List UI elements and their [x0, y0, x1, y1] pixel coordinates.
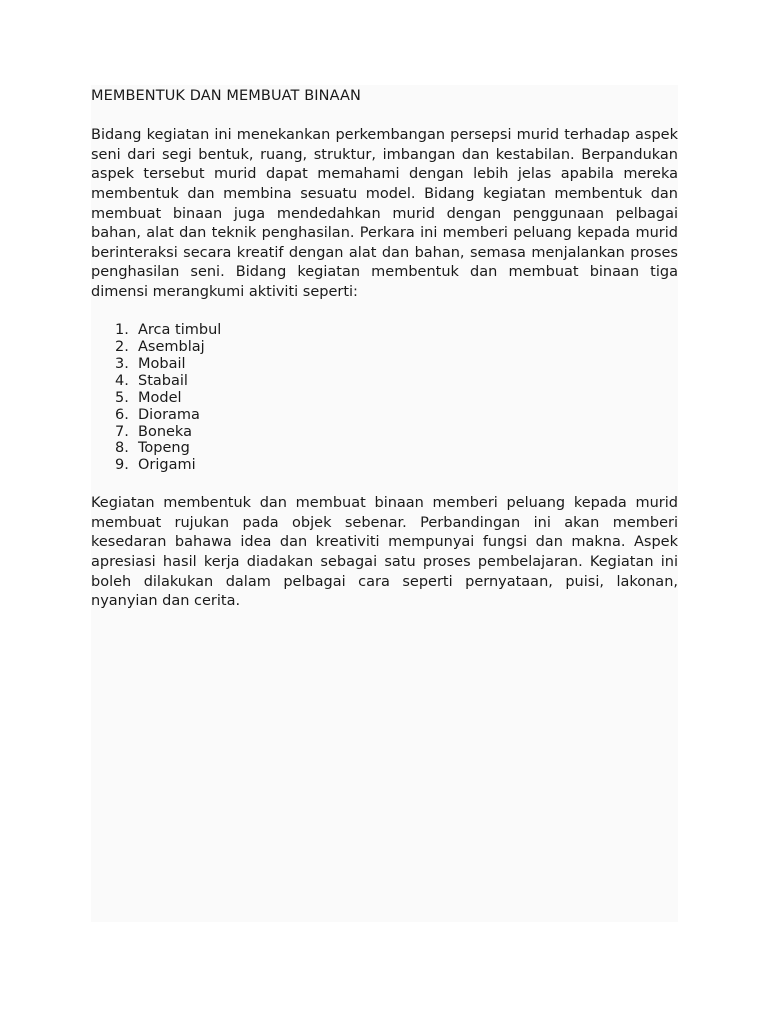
- list-item-text: Asemblaj: [138, 339, 205, 356]
- list-item-number: 3.: [115, 355, 129, 372]
- list-item-text: Diorama: [138, 406, 200, 423]
- list-item-text: Arca timbul: [138, 322, 222, 339]
- list-item-text: Origami: [138, 457, 196, 474]
- list-item: [91, 407, 678, 424]
- list-item: [91, 390, 678, 407]
- list-item-number: 2.: [115, 339, 129, 356]
- list-item-text: Stabail: [138, 372, 188, 389]
- list-item: [91, 322, 678, 339]
- list-item-text: Boneka: [138, 423, 192, 440]
- list-item-number: 8.: [115, 440, 129, 457]
- list-item: [91, 339, 678, 356]
- list-item-number: 1.: [115, 322, 129, 339]
- list-item: [91, 424, 678, 441]
- list-item: [91, 356, 678, 373]
- list-item-number: 5.: [115, 389, 129, 406]
- list-item-number: 9.: [115, 457, 129, 474]
- activity-list: [91, 322, 678, 474]
- list-item: [91, 457, 678, 474]
- text-block: [91, 85, 678, 922]
- paragraph-intro: Bidang kegiatan ini menekankan perkembangan persepsi murid terhadap aspek seni dari segi bentuk, ruang, struktur, imbangan dan kestabilan. Berpandukan aspek tersebut murid dapat memahami dengan lebih jelas apabila mereka membentuk dan membina sesuatu model. Bidang kegiatan membentuk dan membuat binaan juga mendedahkan murid dengan penggunaan pelbagai bahan, alat dan teknik penghasilan. Perkara ini memberi peluang kepada murid berinteraksi secara kreatif dengan alat dan bahan, semasa menjalankan proses penghasilan seni. Bidang kegiatan membentuk dan membuat binaan tiga dimensi merangkumi aktiviti seperti:: [91, 127, 678, 300]
- list-item-number: 4.: [115, 372, 129, 389]
- list-item-text: Topeng: [138, 440, 190, 457]
- list-item-number: 7.: [115, 423, 129, 440]
- list-item: [91, 373, 678, 390]
- list-item: [91, 440, 678, 457]
- list-item-text: Model: [138, 389, 182, 406]
- list-item-text: Mobail: [138, 355, 186, 372]
- list-item-number: 6.: [115, 406, 129, 423]
- document-title: MEMBENTUK DAN MEMBUAT BINAAN: [91, 88, 361, 104]
- paragraph-closing: Kegiatan membentuk dan membuat binaan memberi peluang kepada murid membuat rujukan pada objek sebenar. Perbandingan ini akan memberi kesedaran bahawa idea dan kreativiti mempunyai fungsi dan makna. Aspek apresiasi hasil kerja diadakan sebagai satu proses pembelajaran. Kegiatan ini boleh dilakukan dalam pelbagai cara seperti pernyataan, puisi, lakonan, nyanyian dan cerita.: [91, 495, 678, 610]
